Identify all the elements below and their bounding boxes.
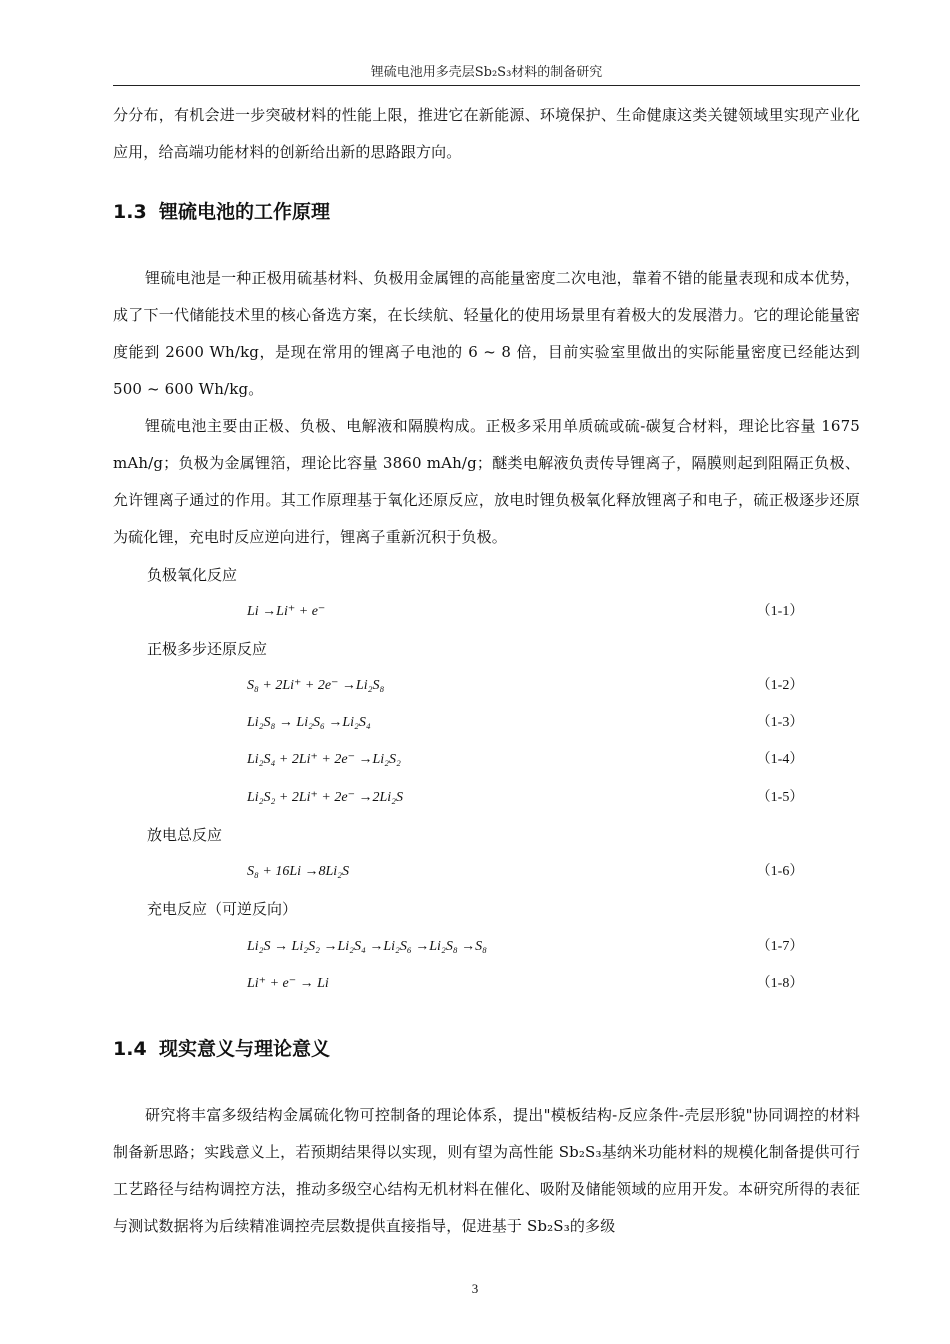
cathode-reaction-label: 正极多步还原反应 [147,640,268,658]
equation-1-7: Li₂S → Li₂S₂ →Li₂S₄ →Li₂S₆ →Li₂S₈ →S₈ [247,939,488,954]
equation-number-1-3: （1-3） [756,715,804,730]
section-1-4-paragraph-1: 研究将丰富多级结构金属硫化物可控制备的理论体系，提出"模板结构-反应条件-壳层形貌"协同调控的材料制备新思路；实践意义上，若预期结果得以实现，则有望为高性能 Sb₂S₃基纳米功能材料的规模化制备提供可行工艺路径与结构调控方法，推动多级空心结构无机材料在催化、吸附及储能领域的应用开发。本研究所得的表征与测试数据将为后续精准调控壳层数提供直接指导，促进基于 Sb₂S₃的多级 [113,1106,860,1235]
equation-1-3: Li₂S₈ → Li₂S₆ →Li₂S₄ [247,715,371,730]
section-number: 1.4 [113,1038,147,1060]
equation-number-1-5: （1-5） [756,790,804,805]
equation-1-1: Li →Li⁺ + e⁻ [247,604,326,619]
section-title: 锂硫电池的工作原理 [159,201,331,223]
header-rule [113,85,860,86]
section-number: 1.3 [113,201,147,223]
page-number: 3 [471,1281,479,1296]
equation-1-4: Li₂S₄ + 2Li⁺ + 2e⁻ →Li₂S₂ [247,752,401,767]
equation-1-2: S₈ + 2Li⁺ + 2e⁻ →Li₂S₈ [247,678,385,693]
equation-1-8: Li⁺ + e⁻ → Li [247,976,329,991]
section-heading-1-4 [113,1036,330,1062]
equation-1-6: S₈ + 16Li →8Li₂S [247,864,350,879]
section-1-3-paragraph-1: 锂硫电池是一种正极用硫基材料、负极用金属锂的高能量密度二次电池，靠着不错的能量表现和成本优势，成了下一代储能技术里的核心备选方案，在长续航、轻量化的使用场景里有着极大的发展潜力。它的理论能量密度能到 2600 Wh/kg，是现在常用的锂离子电池的 6 ~ 8 倍，目前实验室里做出的实际能量密度已经能达到 500 ~ 600 Wh/kg。 [113,269,860,398]
equation-number-1-4: （1-4） [756,752,804,767]
equation-number-1-7: （1-7） [756,939,804,954]
equation-number-1-2: （1-2） [756,678,804,693]
equation-number-1-1: （1-1） [756,604,804,619]
section-heading-1-3 [113,199,330,225]
anode-reaction-label: 负极氧化反应 [147,566,238,584]
discharge-reaction-label: 放电总反应 [147,826,223,844]
equation-number-1-6: （1-6） [756,864,804,879]
running-header: 锂硫电池用多壳层Sb₂S₃材料的制备研究 [370,65,603,80]
equation-number-1-8: （1-8） [756,976,804,991]
section-1-3-paragraph-2: 锂硫电池主要由正极、负极、电解液和隔膜构成。正极多采用单质硫或硫-碳复合材料，理论比容量 1675 mAh/g；负极为金属锂箔，理论比容量 3860 mAh/g；醚类电解液负责传导锂离子，隔膜则起到阻隔正负极、允许锂离子通过的作用。其工作原理基于氧化还原反应，放电时锂负极氧化释放锂离子和电子，硫正极逐步还原为硫化锂，充电时反应逆向进行，锂离子重新沉积于负极。 [113,417,860,546]
section-title: 现实意义与理论意义 [159,1038,331,1060]
charge-reaction-label: 充电反应（可逆反向） [147,900,298,918]
intro-paragraph: 分分布，有机会进一步突破材料的性能上限，推进它在新能源、环境保护、生命健康这类关键领域里实现产业化应用，给高端功能材料的创新给出新的思路跟方向。 [113,106,860,161]
equation-1-5: Li₂S₂ + 2Li⁺ + 2e⁻ →2Li₂S [247,790,404,805]
